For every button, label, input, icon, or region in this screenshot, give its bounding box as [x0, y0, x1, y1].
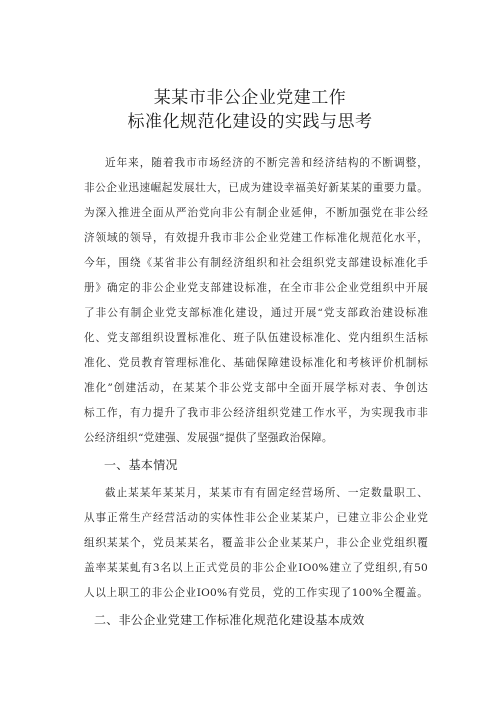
- section-heading-basic-situation: 一、基本情况: [104, 458, 178, 472]
- section1-paragraph-line: 盖率某某虬有3名以上正式党员的非公企业IO0%建立了党组织,有50: [84, 562, 428, 574]
- section1-paragraph-line: 从事正常生产经营活动的实体性非公企业某某户，已建立非公企业党: [84, 512, 428, 524]
- section1-paragraph-line: 人以上职工的非公企业IO0%有党员，党的工作实现了100%全覆盖。: [84, 587, 428, 599]
- intro-paragraph-line: 准化、党员教育管理标准化、基础保障建设标准化和考核评价机制标: [84, 357, 428, 369]
- intro-paragraph-line: 册》确定的非公企业党支部建设标准，在全市非公企业党组织中开展: [84, 282, 428, 294]
- section1-paragraph-line: 截止某某年某某月，某某市有有固定经营场所、一定数量职工、: [105, 487, 428, 499]
- intro-paragraph-line: 了非公有制企业党支部标准化建设，通过开展“党支部政治建设标准: [84, 307, 428, 319]
- intro-paragraph-line: 济领域的领导，有效提升我市非公企业党建工作标准化规范化水平，: [84, 232, 428, 244]
- intro-paragraph-line: 近年来，随着我市市场经济的不断完善和经济结构的不断调整，: [105, 157, 428, 169]
- document-title-line-2: 标准化规范化建设的实践与思考: [127, 112, 373, 132]
- intro-paragraph-line: 准化”创建活动，在某某个非公党支部中全面开展学标对表、争创达: [84, 382, 428, 394]
- intro-paragraph-line: 公经济组织“党建强、发展强”提供了坚强政治保障。: [84, 432, 333, 444]
- section1-paragraph-line: 组织某某个，党员某某名，覆盖非公企业某某户，非公企业党组织覆: [84, 537, 428, 549]
- intro-paragraph-line: 化、党支部组织设置标准化、班子队伍建设标准化、党内组织生活标: [84, 332, 428, 344]
- intro-paragraph-line: 今年，围绕《某省非公有制经济组织和社会组织党支部建设标准化手: [84, 257, 428, 269]
- intro-paragraph-line: 为深入推进全面从严治党向非公有制企业延伸，不断加强党在非公经: [84, 207, 428, 219]
- document-title-line-1: 某某市非公企业党建工作: [153, 88, 347, 108]
- section-heading-achievements: 二、非公企业党建工作标准化规范化建设基本成效: [94, 613, 365, 627]
- intro-paragraph-line: 标工作，有力提升了我市非公经济组织党建工作水平，为实现我市非: [84, 407, 428, 419]
- intro-paragraph-line: 非公企业迅速崛起发展壮大，已成为建设幸福美好新某某的重要力量。: [84, 182, 428, 194]
